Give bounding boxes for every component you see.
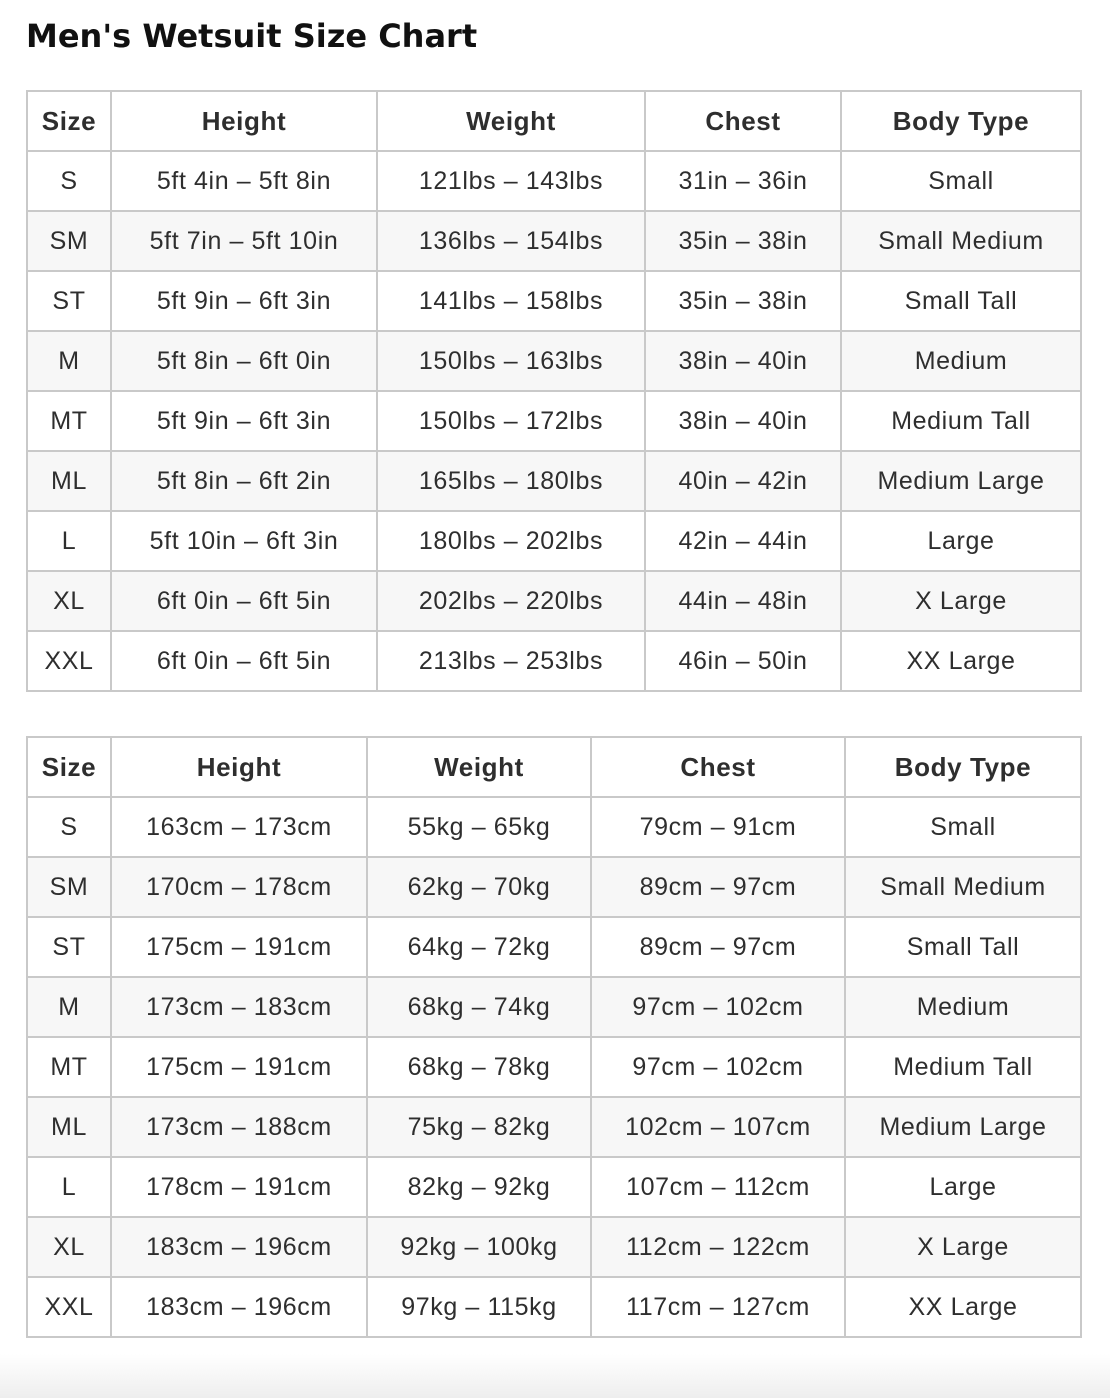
size-cell: MT: [27, 1037, 111, 1097]
weight-cell: 62kg – 70kg: [367, 857, 591, 917]
table-row: [27, 391, 1081, 451]
size-cell: MT: [27, 391, 111, 451]
table-row: [27, 1097, 1081, 1157]
weight-cell: 68kg – 74kg: [367, 977, 591, 1037]
height-cell: 5ft 8in – 6ft 0in: [111, 331, 377, 391]
weight-cell: 150lbs – 163lbs: [377, 331, 645, 391]
chest-cell: 89cm – 97cm: [591, 917, 845, 977]
height-cell: 183cm – 196cm: [111, 1217, 367, 1277]
height-cell: 173cm – 183cm: [111, 977, 367, 1037]
table-row: [27, 1157, 1081, 1217]
size-cell: XXL: [27, 631, 111, 691]
size-cell: S: [27, 797, 111, 857]
column-header-weight: Weight: [367, 737, 591, 797]
body-type-cell: XX Large: [841, 631, 1081, 691]
body-type-cell: X Large: [845, 1217, 1081, 1277]
column-header-chest: Chest: [591, 737, 845, 797]
table-row: [27, 1217, 1081, 1277]
table-row: [27, 1037, 1081, 1097]
table-row: [27, 571, 1081, 631]
body-type-cell: Medium Tall: [841, 391, 1081, 451]
size-cell: XL: [27, 1217, 111, 1277]
body-type-cell: Small: [845, 797, 1081, 857]
table-row: [27, 857, 1081, 917]
chest-cell: 38in – 40in: [645, 391, 841, 451]
table-header-row: [27, 91, 1081, 151]
height-cell: 5ft 7in – 5ft 10in: [111, 211, 377, 271]
height-cell: 5ft 8in – 6ft 2in: [111, 451, 377, 511]
height-cell: 183cm – 196cm: [111, 1277, 367, 1337]
height-cell: 6ft 0in – 6ft 5in: [111, 571, 377, 631]
chest-cell: 102cm – 107cm: [591, 1097, 845, 1157]
weight-cell: 55kg – 65kg: [367, 797, 591, 857]
size-cell: S: [27, 151, 111, 211]
body-type-cell: XX Large: [845, 1277, 1081, 1337]
height-cell: 178cm – 191cm: [111, 1157, 367, 1217]
column-header-body-type: Body Type: [841, 91, 1081, 151]
weight-cell: 136lbs – 154lbs: [377, 211, 645, 271]
body-type-cell: Medium Tall: [845, 1037, 1081, 1097]
table-row: [27, 331, 1081, 391]
chest-cell: 35in – 38in: [645, 211, 841, 271]
bottom-fade: [0, 1354, 1110, 1398]
body-type-cell: Small Tall: [845, 917, 1081, 977]
chest-cell: 31in – 36in: [645, 151, 841, 211]
weight-cell: 97kg – 115kg: [367, 1277, 591, 1337]
page-title: Men's Wetsuit Size Chart: [26, 17, 478, 55]
height-cell: 5ft 4in – 5ft 8in: [111, 151, 377, 211]
column-header-chest: Chest: [645, 91, 841, 151]
column-header-height: Height: [111, 737, 367, 797]
weight-cell: 92kg – 100kg: [367, 1217, 591, 1277]
weight-cell: 202lbs – 220lbs: [377, 571, 645, 631]
height-cell: 175cm – 191cm: [111, 1037, 367, 1097]
weight-cell: 82kg – 92kg: [367, 1157, 591, 1217]
size-cell: ST: [27, 271, 111, 331]
weight-cell: 68kg – 78kg: [367, 1037, 591, 1097]
chest-cell: 40in – 42in: [645, 451, 841, 511]
table-row: [27, 211, 1081, 271]
chest-cell: 97cm – 102cm: [591, 977, 845, 1037]
column-header-size: Size: [27, 737, 111, 797]
chest-cell: 117cm – 127cm: [591, 1277, 845, 1337]
body-type-cell: Small: [841, 151, 1081, 211]
body-type-cell: Medium: [841, 331, 1081, 391]
size-cell: L: [27, 1157, 111, 1217]
size-cell: ST: [27, 917, 111, 977]
chest-cell: 97cm – 102cm: [591, 1037, 845, 1097]
body-type-cell: Small Tall: [841, 271, 1081, 331]
height-cell: 6ft 0in – 6ft 5in: [111, 631, 377, 691]
weight-cell: 165lbs – 180lbs: [377, 451, 645, 511]
table-row: [27, 151, 1081, 211]
size-cell: M: [27, 331, 111, 391]
metric-size-table: [26, 736, 1082, 1338]
size-cell: ML: [27, 1097, 111, 1157]
column-header-weight: Weight: [377, 91, 645, 151]
table-row: [27, 451, 1081, 511]
weight-cell: 121lbs – 143lbs: [377, 151, 645, 211]
body-type-cell: Small Medium: [845, 857, 1081, 917]
table-row: [27, 271, 1081, 331]
body-type-cell: Large: [841, 511, 1081, 571]
size-cell: L: [27, 511, 111, 571]
weight-cell: 75kg – 82kg: [367, 1097, 591, 1157]
table-row: [27, 1277, 1081, 1337]
body-type-cell: Medium Large: [845, 1097, 1081, 1157]
chest-cell: 35in – 38in: [645, 271, 841, 331]
body-type-cell: Medium: [845, 977, 1081, 1037]
body-type-cell: X Large: [841, 571, 1081, 631]
column-header-size: Size: [27, 91, 111, 151]
weight-cell: 64kg – 72kg: [367, 917, 591, 977]
weight-cell: 213lbs – 253lbs: [377, 631, 645, 691]
table-row: [27, 511, 1081, 571]
chest-cell: 89cm – 97cm: [591, 857, 845, 917]
body-type-cell: Small Medium: [841, 211, 1081, 271]
body-type-cell: Large: [845, 1157, 1081, 1217]
size-cell: XXL: [27, 1277, 111, 1337]
chest-cell: 79cm – 91cm: [591, 797, 845, 857]
height-cell: 5ft 9in – 6ft 3in: [111, 271, 377, 331]
size-cell: ML: [27, 451, 111, 511]
size-cell: XL: [27, 571, 111, 631]
height-cell: 163cm – 173cm: [111, 797, 367, 857]
height-cell: 5ft 10in – 6ft 3in: [111, 511, 377, 571]
weight-cell: 141lbs – 158lbs: [377, 271, 645, 331]
imperial-size-table: [26, 90, 1082, 692]
chest-cell: 107cm – 112cm: [591, 1157, 845, 1217]
size-cell: SM: [27, 857, 111, 917]
table-row: [27, 797, 1081, 857]
chest-cell: 112cm – 122cm: [591, 1217, 845, 1277]
weight-cell: 150lbs – 172lbs: [377, 391, 645, 451]
table-row: [27, 977, 1081, 1037]
column-header-height: Height: [111, 91, 377, 151]
size-cell: SM: [27, 211, 111, 271]
table-row: [27, 631, 1081, 691]
chest-cell: 38in – 40in: [645, 331, 841, 391]
column-header-body-type: Body Type: [845, 737, 1081, 797]
height-cell: 5ft 9in – 6ft 3in: [111, 391, 377, 451]
table-row: [27, 917, 1081, 977]
chest-cell: 44in – 48in: [645, 571, 841, 631]
height-cell: 173cm – 188cm: [111, 1097, 367, 1157]
body-type-cell: Medium Large: [841, 451, 1081, 511]
size-cell: M: [27, 977, 111, 1037]
weight-cell: 180lbs – 202lbs: [377, 511, 645, 571]
height-cell: 175cm – 191cm: [111, 917, 367, 977]
height-cell: 170cm – 178cm: [111, 857, 367, 917]
chest-cell: 42in – 44in: [645, 511, 841, 571]
chest-cell: 46in – 50in: [645, 631, 841, 691]
table-header-row: [27, 737, 1081, 797]
